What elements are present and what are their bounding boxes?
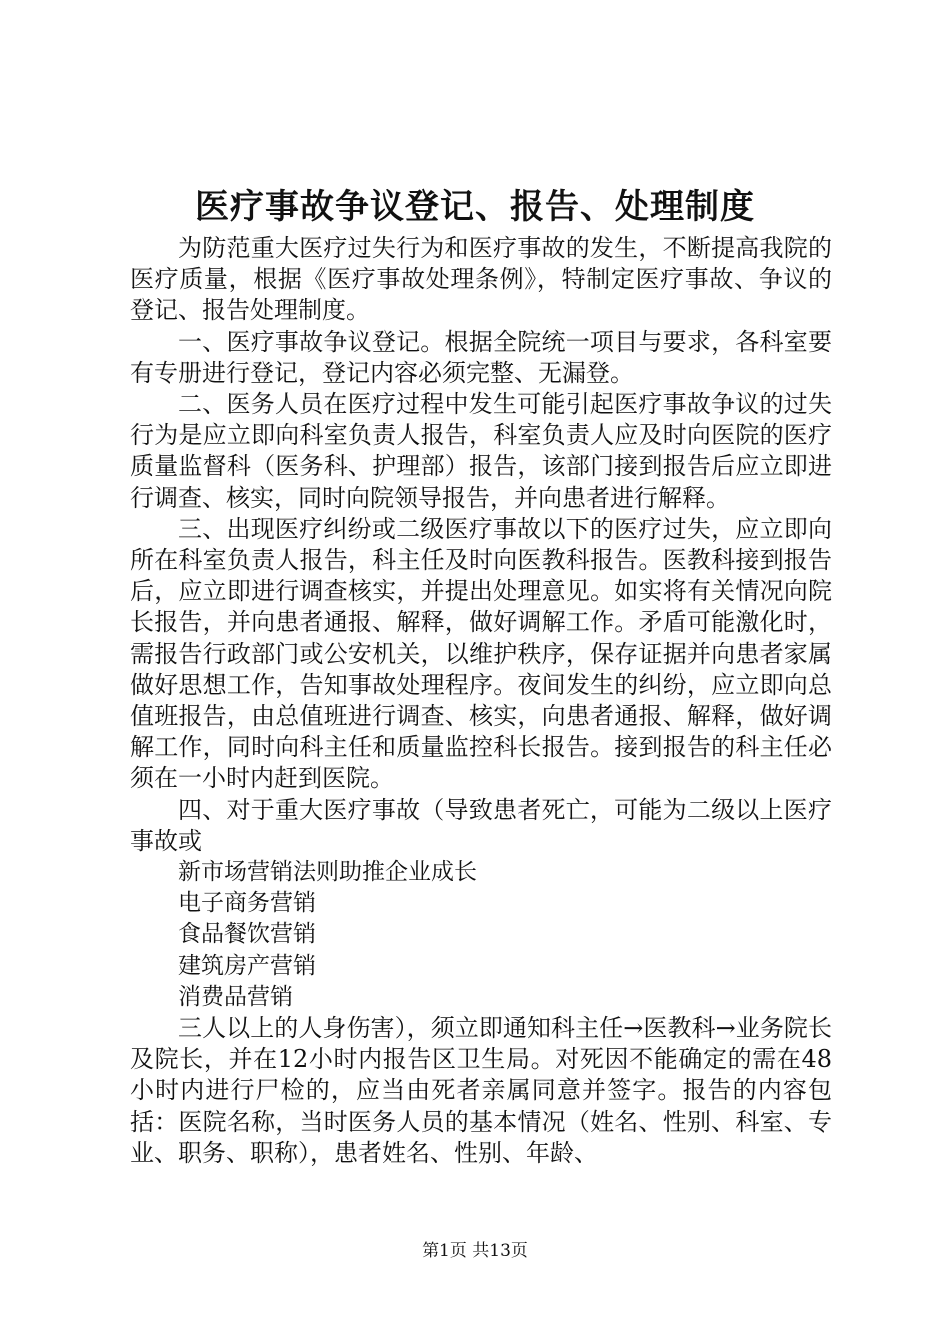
page-footer: 第1页 共13页 (422, 1241, 528, 1261)
list-item: 食品餐饮营销 (178, 921, 316, 948)
list-item: 新市场营销法则助推企业成长 (178, 859, 477, 886)
paragraph-continuation: 三人以上的人身伤害），须立即通知科主任→医教科→业务院长及院长，并在12小时内报告区卫生局。对死因不能确定的需在48小时内进行尸检的，应当由死者亲属同意并签字。报告的内容包括：医院名称，当时医务人员的基本情况（姓名、性别、科室、专业、职务、职称），患者姓名、性别、年龄、 (130, 1014, 832, 1167)
inserted-list (130, 857, 832, 1013)
paragraph-section-2: 二、医务人员在医疗过程中发生可能引起医疗事故争议的过失行为是应立即向科室负责人报告，科室负责人应及时向医院的医疗质量监督科（医务科、护理部）报告，该部门接到报告后应立即进行调查、核实，同时向院领导报告，并向患者进行解释。 (130, 390, 832, 512)
paragraph-section-1: 一、医疗事故争议登记。根据全院统一项目与要求，各科室要有专册进行登记，登记内容必须完整、无漏登。 (130, 327, 832, 387)
document-body (130, 233, 832, 1169)
list-item: 电子商务营销 (178, 890, 316, 917)
paragraph-section-3: 三、出现医疗纠纷或二级医疗事故以下的医疗过失，应立即向所在科室负责人报告，科主任及时向医教科报告。医教科接到报告后，应立即进行调查核实，并提出处理意见。如实将有关情况向院长报告，并向患者通报、解释，做好调解工作。矛盾可能激化时，需报告行政部门或公安机关，以维护秩序，保存证据并向患者家属做好思想工作，告知事故处理程序。夜间发生的纠纷，应立即向总值班报告，由总值班进行调查、核实，向患者通报、解释，做好调解工作，同时向科主任和质量监控科长报告。接到报告的科主任必须在一小时内赶到医院。 (130, 514, 832, 793)
page-title: 医疗事故争议登记、报告、处理制度 (195, 187, 755, 227)
list-item: 消费品营销 (178, 983, 293, 1010)
paragraph-section-4: 四、对于重大医疗事故（导致患者死亡，可能为二级以上医疗事故或 (130, 795, 832, 855)
paragraph-intro: 为防范重大医疗过失行为和医疗事故的发生，不断提高我院的医疗质量，根据《医疗事故处理条例》，特制定医疗事故、争议的登记、报告处理制度。 (130, 234, 832, 325)
list-item: 建筑房产营销 (178, 952, 316, 979)
